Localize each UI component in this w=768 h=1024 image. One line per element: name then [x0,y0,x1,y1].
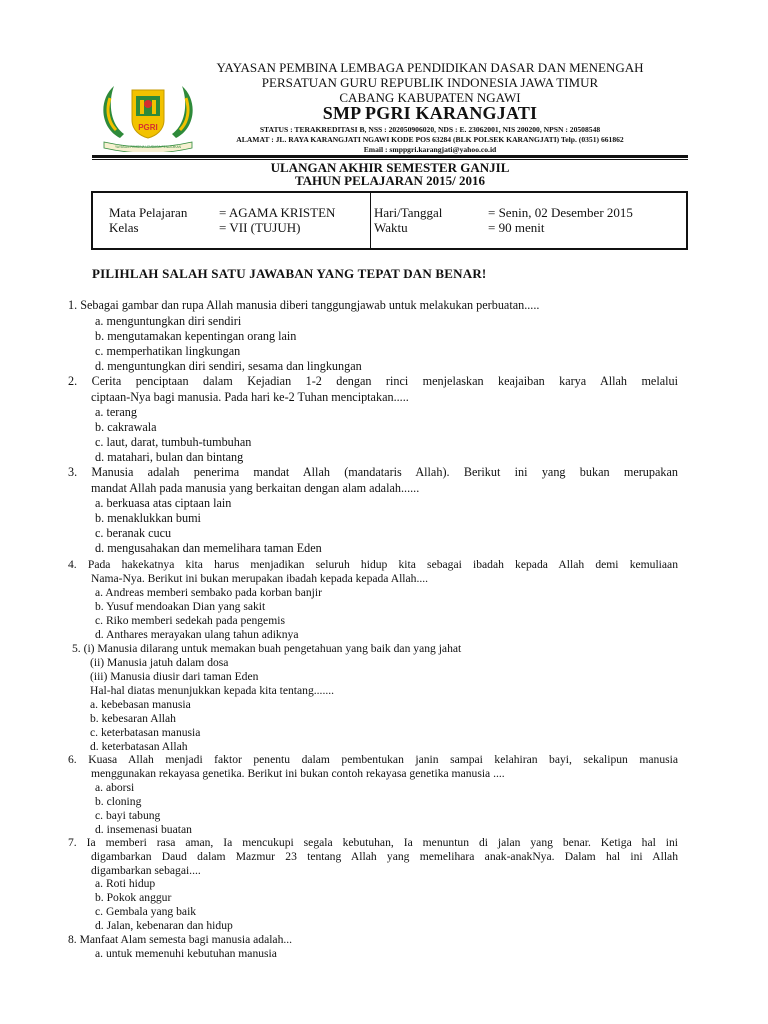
logo-ribbon: YAYASAN PEMBINA LEMBAGA PENDIDIKAN [115,145,181,149]
option-2d: d. matahari, bulan dan bintang [95,450,244,464]
question-5-ii: (ii) Manusia jatuh dalam dosa [90,656,229,669]
option-7c: c. Gembala yang baik [95,905,197,918]
option-4d: d. Anthares merayakan ulang tahun adiknya [95,628,299,641]
option-6a: a. aborsi [95,781,135,794]
option-3c: c. beranak cucu [95,526,172,540]
question-7: 7. Ia memberi rasa aman, Ia mencukupi segala kebutuhan, Ia menuntun di jalan yang benar. Ketiga hal ini [68,836,678,849]
school-name: SMP PGRI KARANGJATI [322,103,538,123]
option-2b: b. cakrawala [95,420,157,434]
option-4b: b. Yusuf mendoakan Dian yang sakit [95,600,266,613]
branch-name: CABANG KABUPATEN NGAWI [339,90,521,105]
option-2a: a. terang [95,405,137,419]
school-address: ALAMAT : JL. RAYA KARANGJATI NGAWI KODE POS 63284 (BLK POLSEK KARANGJATI) Telp. (0351) 661862 [236,135,624,144]
foundation-name: YAYASAN PEMBINA LEMBAGA PENDIDIKAN DASAR DAN MENENGAH [216,60,644,75]
option-5a: a. kebebasan manusia [90,698,191,711]
option-4a: a. Andreas memberi sembako pada korban banjir [95,586,322,599]
question-5-prompt: Hal-hal diatas menunjukkan kepada kita tentang....... [90,684,335,697]
question-1: 1. Sebagai gambar dan rupa Allah manusia diberi tanggungjawab untuk melakukan perbuatan..... [68,298,540,312]
header-rule-thick [92,155,688,158]
question-2-cont: ciptaan-Nya bagi manusia. Pada hari ke-2 Tuhan menciptakan..... [91,390,409,404]
option-5b: b. kebesaran Allah [90,712,176,725]
subject-label: Mata Pelajaran [109,205,188,220]
school-email: Email : smppgri.karangjati@yahoo.co.id [363,145,497,154]
question-7-cont: digambarkan Daud dalam Mazmur 23 tentang Allah yang memelihara anak-anakNya. Dalam hal ini Allah [91,850,678,863]
question-6: 6. Kuasa Allah menjadi faktor penentu dalam pembentukan janin sampai kelahiran bayi, sekalipun manusia [68,753,678,766]
exam-info-box [91,191,688,250]
option-5c: c. keterbatasan manusia [90,726,201,739]
option-2c: c. laut, darat, tumbuh-tumbuhan [95,435,252,449]
instruction: PILIHLAH SALAH SATU JAWABAN YANG TEPAT DAN BENAR! [92,266,487,281]
question-3: 3. Manusia adalah penerima mandat Allah (mandataris Allah). Berikut ini yang bukan merupakan [68,465,678,479]
option-8a: a. untuk memenuhi kebutuhan manusia [95,947,277,960]
option-1c: c. memperhatikan lingkungan [95,344,241,358]
option-7d: d. Jalan, kebenaran dan hidup [95,919,233,932]
exam-year: TAHUN PELAJARAN 2015/ 2016 [294,173,486,188]
option-5d: d. keterbatasan Allah [90,740,188,753]
option-3d: d. mengusahakan dan memelihara taman Eden [95,541,322,555]
question-3-cont: mandat Allah pada manusia yang berkaitan dengan alam adalah...... [91,481,420,495]
option-3b: b. menaklukkan bumi [95,511,201,525]
logo-text: PGRI [138,123,158,132]
question-6-cont: menggunakan rekayasa genetika. Berikut ini bukan contoh rekayasa genetika manusia .... [91,767,505,780]
question-7-cont2: digambarkan sebagai.... [91,864,201,877]
option-6d: d. insemenasi buatan [95,823,192,836]
question-5-iii: (iii) Manusia diusir dari taman Eden [90,670,259,683]
option-1a: a. menguntungkan diri sendiri [95,314,242,328]
option-4c: c. Riko memberi sedekah pada pengemis [95,614,285,627]
time-value: = 90 menit [488,220,545,235]
school-status: STATUS : TERAKREDITASI B, NSS : 202050906020, NDS : E. 23062001, NIS 200200, NPSN : 20508548 [259,125,601,134]
question-8: 8. Manfaat Alam semesta bagi manusia adalah... [68,933,293,946]
class-value: = VII (TUJUH) [219,220,301,235]
question-4: 4. Pada hakekatnya kita harus menjadikan seluruh hidup kita sebagai ibadah kepada Allah demi kemuliaan [68,558,678,571]
question-5: 5. (i) Manusia dilarang untuk memakan buah pengetahuan yang baik dan yang jahat [72,642,462,655]
day-value: = Senin, 02 Desember 2015 [488,205,633,220]
option-3a: a. berkuasa atas ciptaan lain [95,496,232,510]
exam-title: ULANGAN AKHIR SEMESTER GANJIL [270,160,510,175]
question-4-cont: Nama-Nya. Berikut ini bukan merupakan ibadah kepada kepada Allah.... [91,572,429,585]
association-name: PERSATUAN GURU REPUBLIK INDONESIA JAWA TIMUR [261,75,599,90]
subject-value: = AGAMA KRISTEN [219,205,336,220]
option-1d: d. menguntungkan diri sendiri, sesama dan lingkungan [95,359,362,373]
option-7b: b. Pokok anggur [95,891,172,904]
class-label: Kelas [109,220,139,235]
option-6c: c. bayi tabung [95,809,161,822]
info-divider [370,193,371,248]
time-label: Waktu [374,220,408,235]
school-logo [94,80,202,152]
option-1b: b. mengutamakan kepentingan orang lain [95,329,297,343]
option-7a: a. Roti hidup [95,877,156,890]
question-2: 2. Cerita penciptaan dalam Kejadian 1-2 dengan rinci menjelaskan keajaiban karya Allah melalui [68,374,678,388]
option-6b: b. cloning [95,795,142,808]
day-label: Hari/Tanggal [374,205,443,220]
